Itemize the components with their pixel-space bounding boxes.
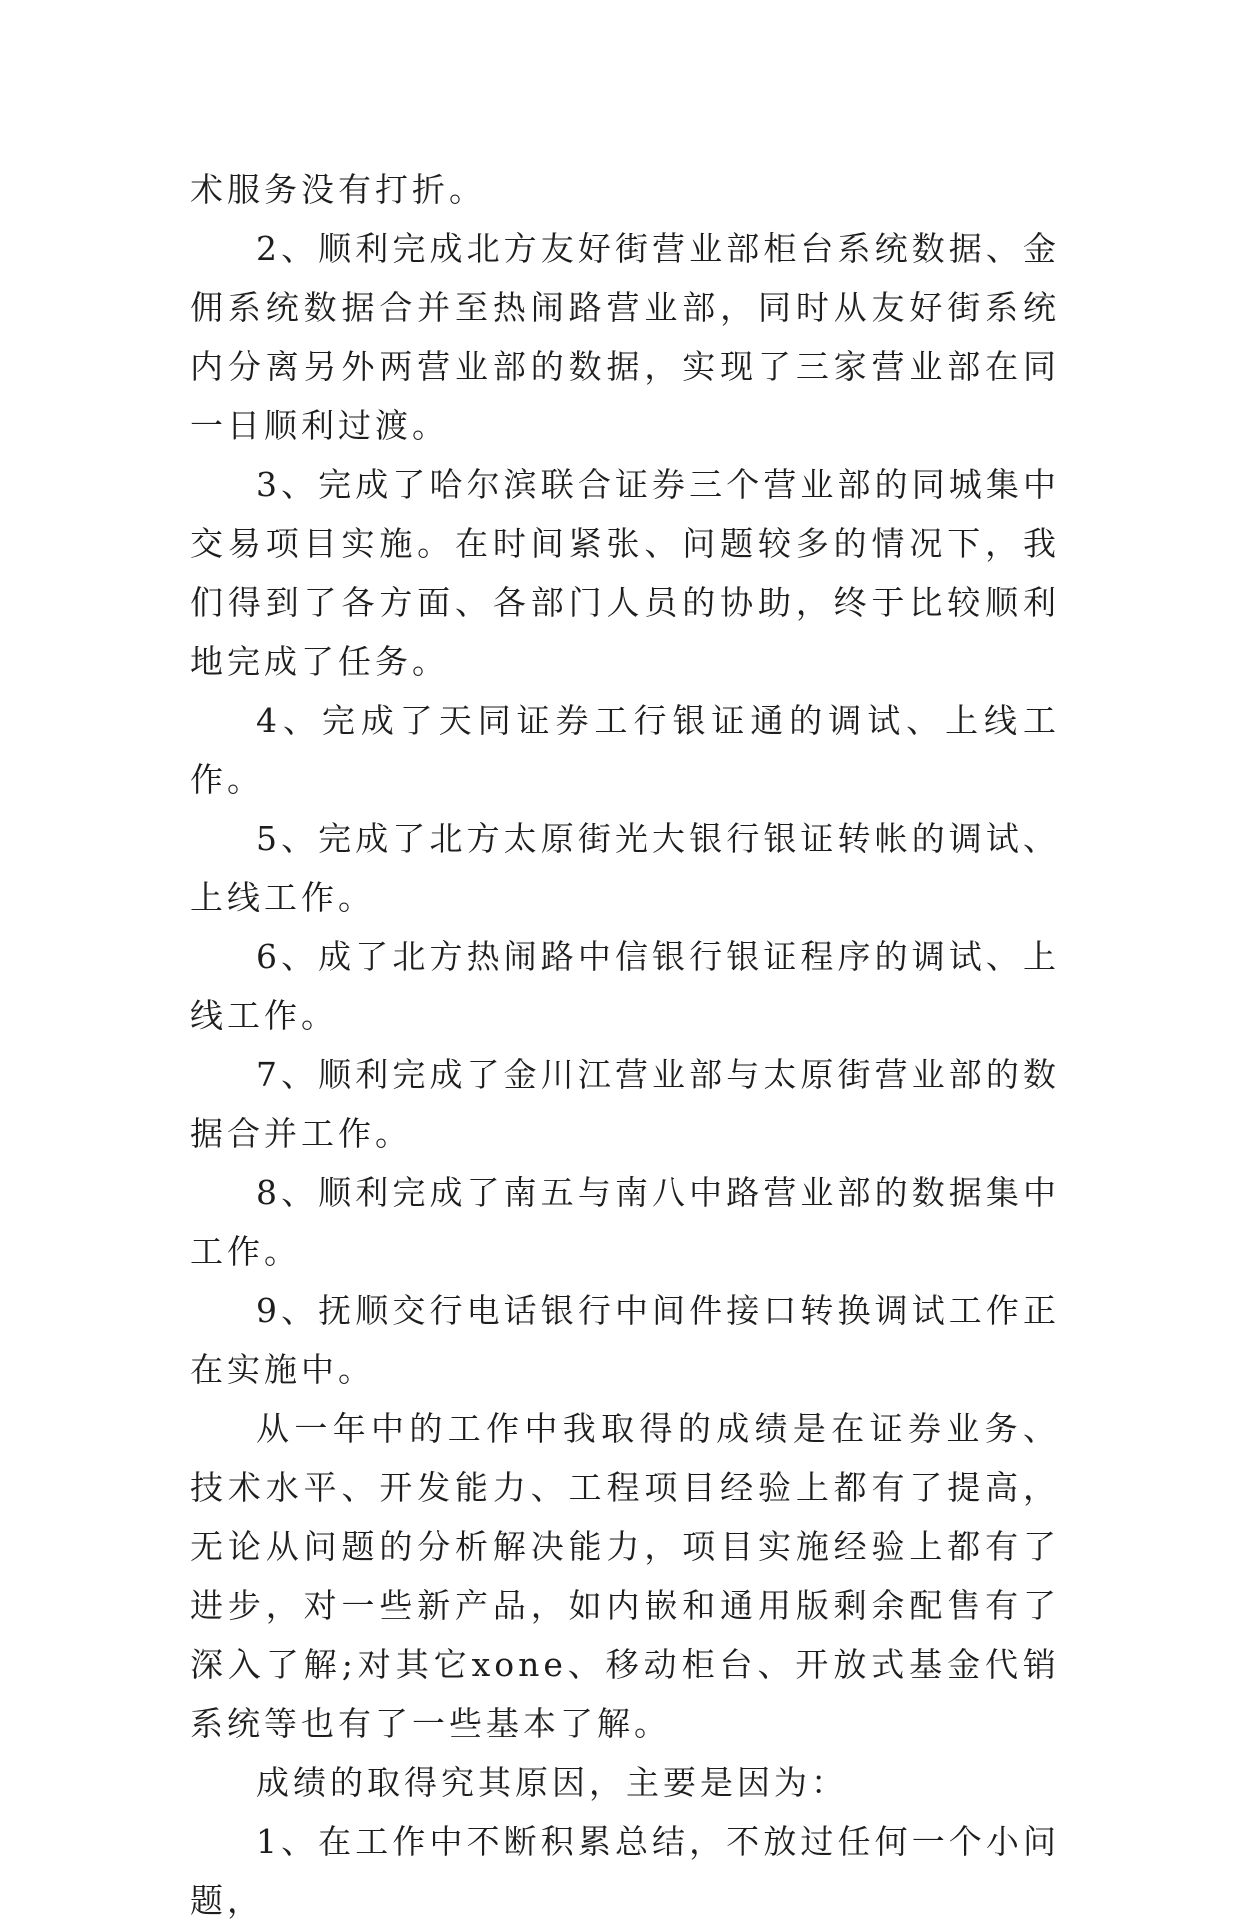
paragraph-item-2: 2、顺利完成北方友好街营业部柜台系统数据、金佣系统数据合并至热闹路营业部，同时从友好街系统内分离另外两营业部的数据，实现了三家营业部在同一日顺利过渡。: [190, 229, 1060, 445]
paragraph-achievements: 从一年中的工作中我取得的成绩是在证券业务、技术水平、开发能力、工程项目经验上都有了提高，无论从问题的分析解决能力，项目实施经验上都有了进步，对一些新产品，如内嵌和通用版剩余配售有了深入了解;对其它xone、移动柜台、开放式基金代销系统等也有了一些基本了解。: [190, 1409, 1060, 1743]
paragraph-reason-1: 1、在工作中不断积累总结，不放过任何一个小问题，: [190, 1822, 1060, 1920]
paragraph-item-7: 7、顺利完成了金川江营业部与太原街营业部的数据合并工作。: [190, 1055, 1060, 1153]
paragraph-item-5: 5、完成了北方太原街光大银行银证转帐的调试、上线工作。: [190, 819, 1060, 917]
paragraph-item-8: 8、顺利完成了南五与南八中路营业部的数据集中工作。: [190, 1173, 1060, 1271]
paragraph-item-4: 4、完成了天同证券工行银证通的调试、上线工作。: [190, 701, 1060, 799]
paragraph-item-9: 9、抚顺交行电话银行中间件接口转换调试工作正在实施中。: [190, 1291, 1060, 1389]
paragraph-continuation: 术服务没有打折。: [190, 170, 486, 209]
document-body: [190, 160, 1060, 1930]
paragraph-item-3: 3、完成了哈尔滨联合证券三个营业部的同城集中交易项目实施。在时间紧张、问题较多的情况下，我们得到了各方面、各部门人员的协助，终于比较顺利地完成了任务。: [190, 465, 1060, 681]
paragraph-reasons-intro: 成绩的取得究其原因，主要是因为：: [256, 1763, 848, 1802]
paragraph-item-6: 6、成了北方热闹路中信银行银证程序的调试、上线工作。: [190, 937, 1060, 1035]
